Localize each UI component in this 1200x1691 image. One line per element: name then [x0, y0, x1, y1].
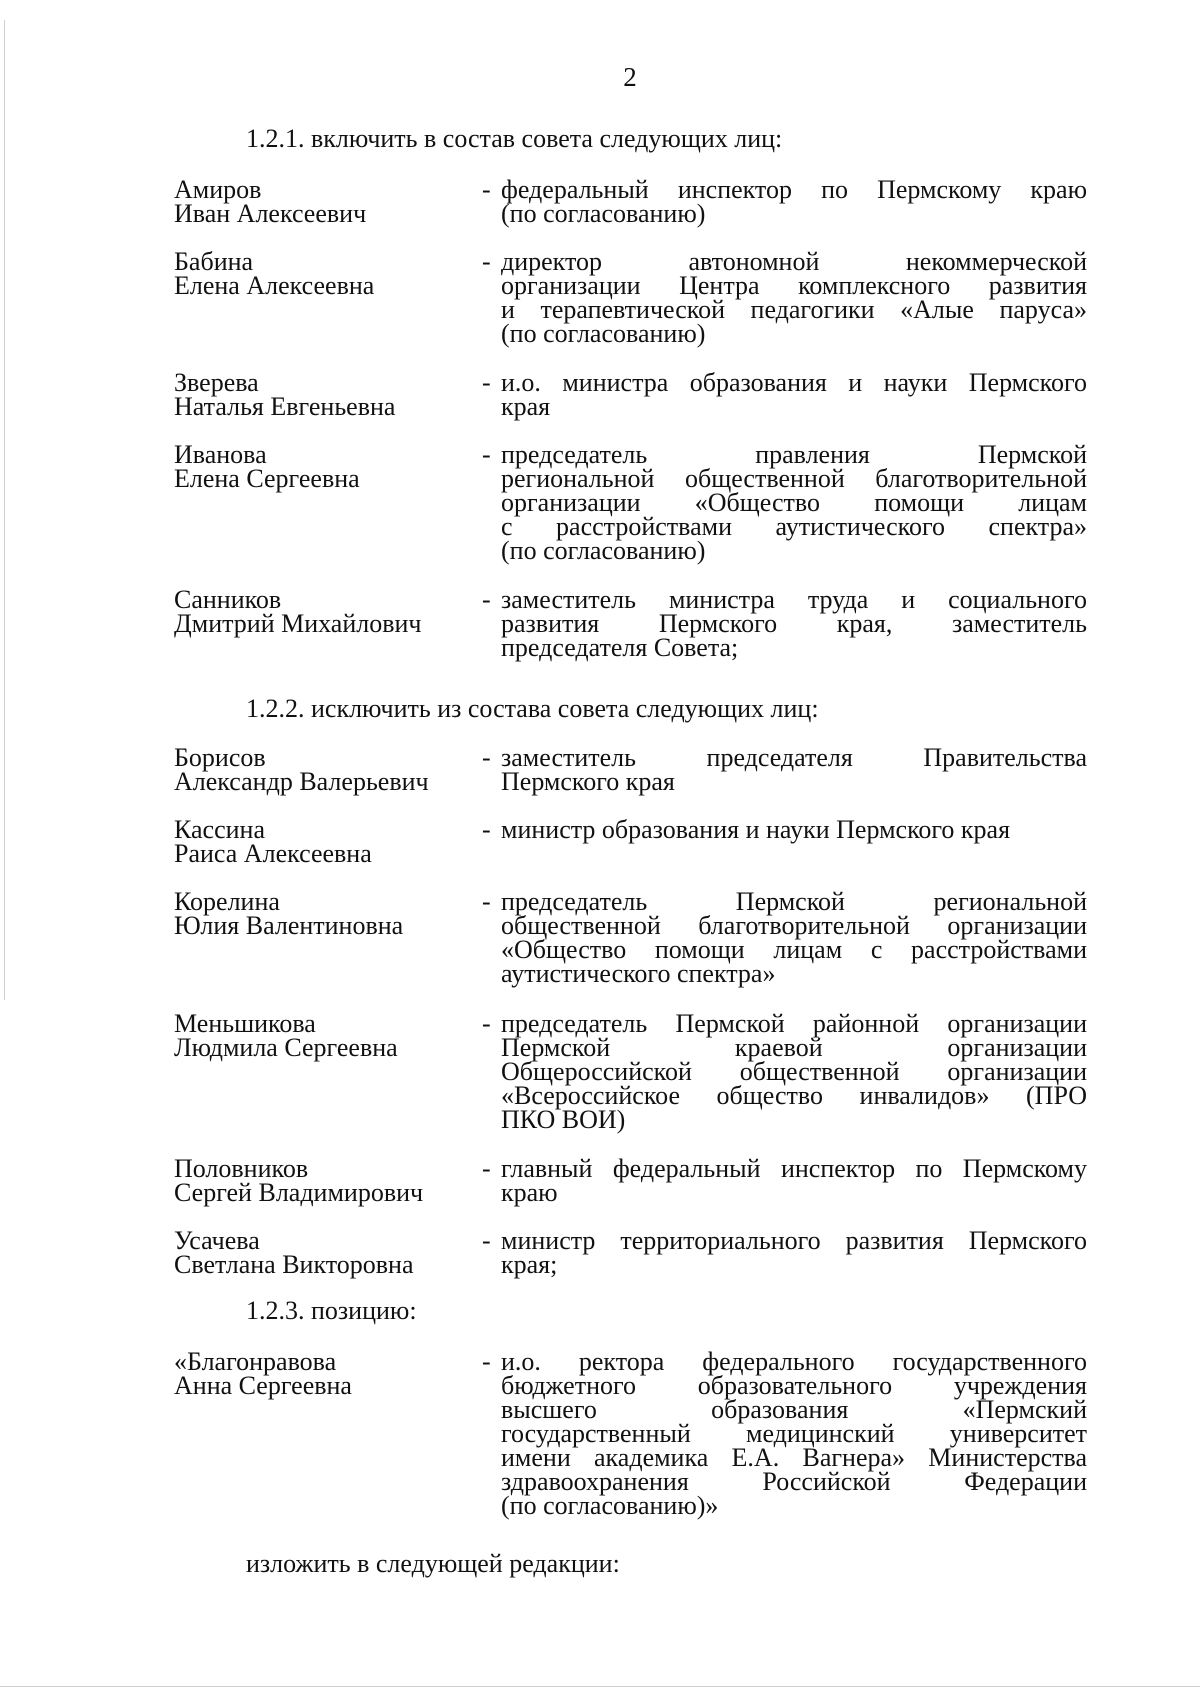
- position-line: края;: [501, 1250, 558, 1279]
- member-name: [174, 815, 474, 868]
- member-position: [501, 440, 1087, 565]
- member-surname: Борисов: [174, 743, 266, 772]
- member-name: [174, 1009, 474, 1062]
- member-surname: Корелина: [174, 887, 280, 916]
- position-line: «Общество помощи лицам с расстройствами: [501, 935, 1087, 964]
- scan-edge-mark: [0, 1686, 1200, 1687]
- section-heading-1-2-2: 1.2.2. исключить из состава совета следующих лиц:: [246, 694, 819, 723]
- member-position: [501, 1226, 1087, 1279]
- member-given-name: Елена Алексеевна: [174, 271, 375, 300]
- position-line: (по согласованию): [501, 319, 706, 348]
- position-line: заместитель министра труда и социального: [501, 585, 1087, 614]
- position-line: Пермской краевой организации: [501, 1033, 1087, 1062]
- dash-separator: -: [482, 1226, 491, 1255]
- position-line: ПКО ВОИ): [501, 1105, 626, 1134]
- member-surname: Кассина: [174, 815, 265, 844]
- member-name: [174, 743, 474, 796]
- member-name: [174, 887, 474, 940]
- position-line: председатель правления Пермской: [501, 440, 1087, 469]
- member-surname: Половников: [174, 1154, 309, 1183]
- position-line: (по согласованию): [501, 199, 706, 228]
- member-position: [501, 247, 1087, 348]
- position-line: председателя Совета;: [501, 633, 739, 662]
- position-line: организации Центра комплексного развития: [501, 271, 1087, 300]
- position-line: министр образования и науки Пермского края: [501, 815, 1011, 844]
- dash-separator: -: [482, 1009, 491, 1038]
- member-given-name: Светлана Викторовна: [174, 1250, 414, 1279]
- position-line: высшего образования «Пермский: [501, 1395, 1087, 1424]
- member-given-name: Дмитрий Михайлович: [174, 609, 422, 638]
- dash-separator: -: [482, 1154, 491, 1183]
- member-given-name: Наталья Евгеньевна: [174, 392, 396, 421]
- member-position: [501, 175, 1087, 228]
- member-position: [501, 368, 1087, 421]
- member-position: [501, 887, 1087, 988]
- member-given-name: Раиса Алексеевна: [174, 839, 372, 868]
- position-line: Общероссийской общественной организации: [501, 1057, 1087, 1086]
- dash-separator: -: [482, 1347, 491, 1376]
- member-given-name: Юлия Валентиновна: [174, 911, 404, 940]
- dash-separator: -: [482, 743, 491, 772]
- closing-phrase: изложить в следующей редакции:: [246, 1549, 620, 1578]
- member-surname: Амиров: [174, 175, 262, 204]
- position-line: федеральный инспектор по Пермскому краю: [501, 175, 1087, 204]
- position-line: государственный медицинский университет: [501, 1419, 1087, 1448]
- member-given-name: Александр Валерьевич: [174, 767, 429, 796]
- member-name: [174, 585, 474, 638]
- position-line: аутистического спектра»: [501, 959, 776, 988]
- member-name: [174, 247, 474, 300]
- member-given-name: Иван Алексеевич: [174, 199, 367, 228]
- member-position: [501, 1009, 1087, 1134]
- position-line: бюджетного образовательного учреждения: [501, 1371, 1087, 1400]
- scan-edge-mark: [4, 20, 5, 1000]
- dash-separator: -: [482, 440, 491, 469]
- member-position: [501, 743, 1087, 796]
- member-given-name: Анна Сергеевна: [174, 1371, 352, 1400]
- member-position: [501, 585, 1087, 662]
- member-given-name: Сергей Владимирович: [174, 1178, 424, 1207]
- member-position: [501, 1154, 1087, 1207]
- member-name: [174, 1347, 474, 1400]
- position-line: с расстройствами аутистического спектра»: [501, 512, 1087, 541]
- position-line: имени академика Е.А. Вагнера» Министерства: [501, 1443, 1087, 1472]
- dash-separator: -: [482, 368, 491, 397]
- position-line: заместитель председателя Правительства: [501, 743, 1087, 772]
- position-line: и.о. ректора федерального государственного: [501, 1347, 1087, 1376]
- member-position: [501, 815, 1087, 844]
- position-line: развития Пермского края, заместитель: [501, 609, 1087, 638]
- member-surname: Иванова: [174, 440, 267, 469]
- position-line: организации «Общество помощи лицам: [501, 488, 1087, 517]
- position-line: «Всероссийское общество инвалидов» (ПРО: [501, 1081, 1087, 1110]
- member-name: [174, 368, 474, 421]
- member-position: [501, 1347, 1087, 1520]
- member-surname: «Благонравова: [174, 1347, 337, 1376]
- member-given-name: Елена Сергеевна: [174, 464, 360, 493]
- member-surname: Меньшикова: [174, 1009, 316, 1038]
- dash-separator: -: [482, 815, 491, 844]
- page-number: 2: [623, 62, 637, 92]
- position-line: (по согласованию): [501, 536, 706, 565]
- position-line: краю: [501, 1178, 558, 1207]
- member-name: [174, 175, 474, 228]
- position-line: здравоохранения Российской Федерации: [501, 1467, 1087, 1496]
- position-line: директор автономной некоммерческой: [501, 247, 1087, 276]
- position-line: главный федеральный инспектор по Пермскому: [501, 1154, 1087, 1183]
- dash-separator: -: [482, 585, 491, 614]
- member-name: [174, 1226, 474, 1279]
- position-line: региональной общественной благотворительной: [501, 464, 1087, 493]
- position-line: и.о. министра образования и науки Пермского: [501, 368, 1087, 397]
- member-name: [174, 1154, 474, 1207]
- member-name: [174, 440, 474, 493]
- position-line: и терапевтической педагогики «Алые паруса»: [501, 295, 1087, 324]
- position-line: края: [501, 392, 551, 421]
- position-line: Пермского края: [501, 767, 675, 796]
- section-heading-1-2-3: 1.2.3. позицию:: [246, 1296, 417, 1325]
- position-line: общественной благотворительной организации: [501, 911, 1087, 940]
- section-heading-1-2-1: 1.2.1. включить в состав совета следующих лиц:: [246, 124, 783, 153]
- member-surname: Санников: [174, 585, 282, 614]
- dash-separator: -: [482, 887, 491, 916]
- dash-separator: -: [482, 175, 491, 204]
- position-line: министр территориального развития Пермского: [501, 1226, 1087, 1255]
- member-surname: Зверева: [174, 368, 259, 397]
- position-line: председатель Пермской районной организации: [501, 1009, 1087, 1038]
- member-surname: Усачева: [174, 1226, 260, 1255]
- position-line: (по согласованию)»: [501, 1491, 719, 1520]
- position-line: председатель Пермской региональной: [501, 887, 1087, 916]
- member-surname: Бабина: [174, 247, 254, 276]
- member-given-name: Людмила Сергеевна: [174, 1033, 398, 1062]
- dash-separator: -: [482, 247, 491, 276]
